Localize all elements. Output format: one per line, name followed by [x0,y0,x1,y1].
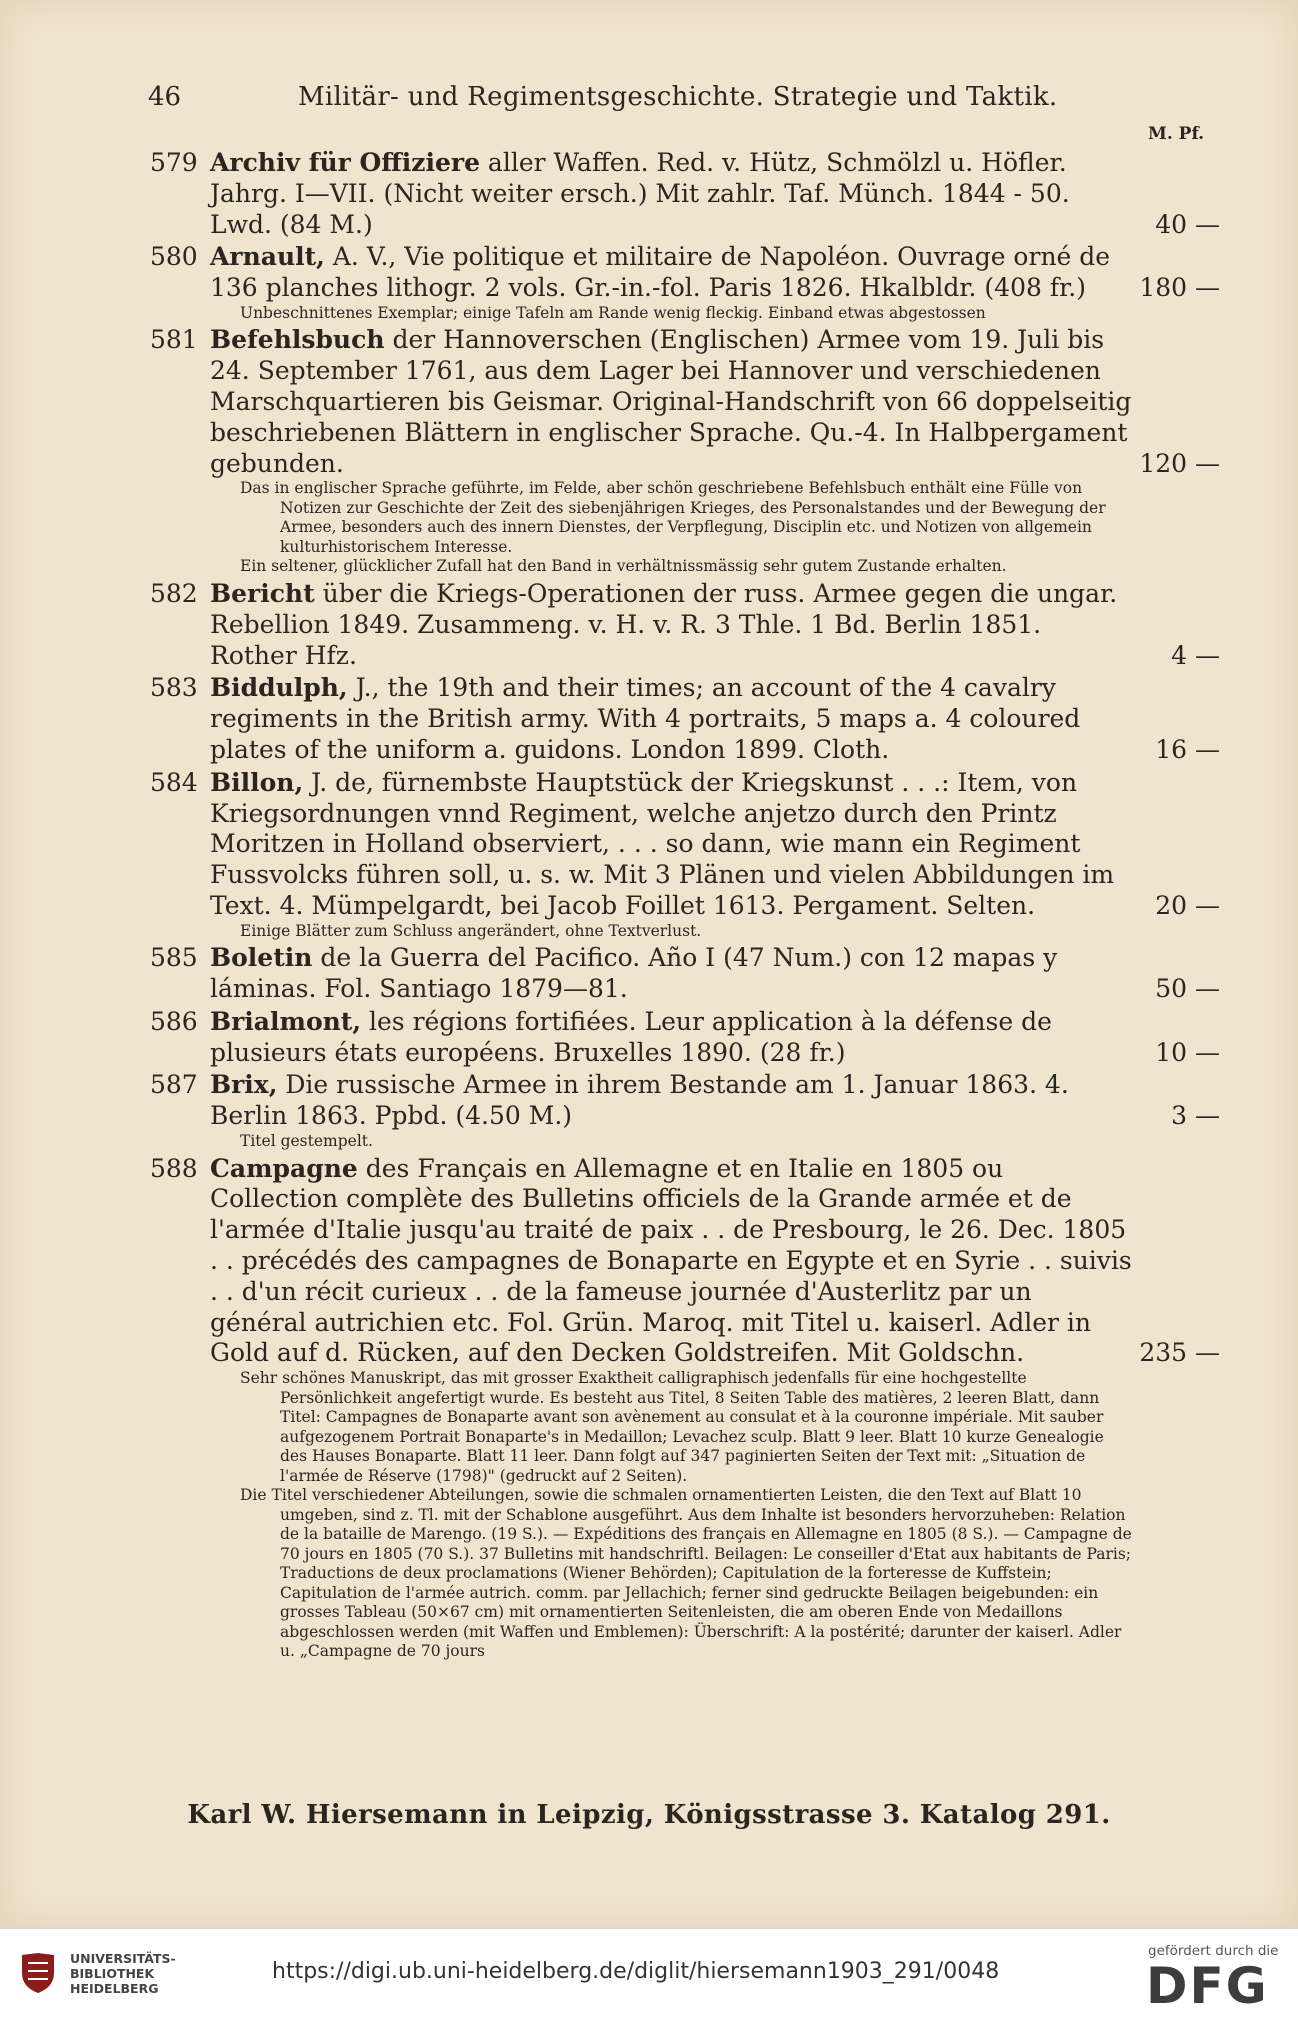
entry-price: 120 — [1139,448,1220,478]
entry-note: Titel gestempelt. [240,1132,373,1151]
entry-name: Brialmont, [210,1006,362,1036]
entry-text [210,148,1132,240]
entry-note: Die Titel verschiedener Abteilungen, sowie die schmalen ornamentierten Leisten, die den Text auf Blatt 10 umgeben, sind z. Tl. mit der Schablone ausgeführt. Aus dem Inhalte ist besonders hervorzuheben: Relation de la bataille de Marengo. (19 S.). — Expéditions des français en Allemagne en 1805 (8 S.). — Campagne de 70 jours en 1805 (70 S.). 37 Bulletins mit handschriftl. Beilagen: Le conseiller d'Etat aux habitants de Paris; Traductions de deux proclamations (Wiener Behörden); Capitulation de la forteresse de Kuffstein; Capitulation de l'armée autrich. comm. par Jellachich; ferner sind gedruckte Beilagen beigebunden: ein grosses Tableau (50×67 cm) mit ornamentierten Seitenleisten, die am oberen Ende von Medaillons abgeschlossen werden (mit Waffen und Emblemen): Überschrift: A la postérité; darunter der kaiserl. Adler u. „Campagne de 70 jours [240,1486,1132,1661]
entry-number: 581 [150,325,198,355]
entry-price: 4 — [1171,640,1220,670]
entry-name: Billon, [210,767,304,797]
catalog-entry [150,579,1230,671]
entry-description: A. V., Vie politique et militaire de Napoléon. Ouvrage orné de 136 planches lithogr. 2 vols. Gr.-in.-fol. Paris 1826. Hkalbldr. (408 fr.) [210,242,1111,303]
entry-text [210,943,1132,1005]
university-seal-icon [18,1951,58,1995]
entry-description: der Hannoverschen (Englischen) Armee vom 19. Juli bis 24. September 1761, aus dem Lager bei Hannover und verschiedenen Marschquartieren bis Geismar. Original-Handschrift von 66 doppelseitig beschriebenen Blättern in englischer Sprache. Qu.-4. In Halbpergament gebunden. [210,325,1132,478]
page-title: Militär- und Regimentsgeschichte. Strategie und Taktik. [298,82,1058,112]
catalog-entry [150,1070,1230,1151]
entry-price: 16 — [1155,734,1220,764]
publisher-footer: Karl W. Hiersemann in Leipzig, Königsstrasse 3. Katalog 291. [187,1800,1111,1830]
entry-description: Die russische Armee in ihrem Bestande am 1. Januar 1863. 4. Berlin 1863. Ppbd. (4.50 M.) [210,1070,1069,1131]
price-column-label: M. Pf. [1148,124,1205,144]
entry-description: aller Waffen. Red. v. Hütz, Schmölzl u. Höfler. Jahrg. I—VII. (Nicht weiter ersch.) Mit zahlr. Taf. Münch. 1844 - 50. Lwd. (84 M.) [210,148,1070,239]
entry-description: les régions fortifiées. Leur application à la défense de plusieurs états européens. Bruxelles 1890. (28 fr.) [210,1006,1052,1067]
entry-text [210,579,1132,671]
entry-note: Ein seltener, glücklicher Zufall hat den Band in verhältnissmässig sehr gutem Zustande erhalten. [240,557,1007,576]
entry-price: 235 — [1139,1338,1220,1368]
university-name: UNIVERSITÄTS- BIBLIOTHEK HEIDELBERG [70,1951,176,1996]
entry-name: Arnault, [210,242,325,272]
entry-number: 588 [150,1153,198,1183]
entry-text [210,673,1132,765]
page-number: 46 [148,82,182,112]
entry-description: J., the 19th and their times; an account of the 4 cavalry regiments in the British army. With 4 portraits, 5 maps a. 4 coloured plates of the uniform a. guidons. London 1899. Cloth. [210,673,1081,764]
entry-text [210,1007,1132,1069]
catalog-entry [150,1007,1230,1069]
entry-text [210,1154,1132,1370]
entry-description: des Français en Allemagne et en Italie en 1805 ou Collection complète des Bulletins officiels de la Grande armée et de l'armée d'Italie jusqu'au traité de paix . . de Presbourg, le 26. Dec. 1805 . . précédés des campagnes de Bonaparte en Egypte et en Syrie . . suivis . . d'un récit curieux . . de la fameuse journée d'Austerlitz par un général autrichien etc. Fol. Grün. Maroq. mit Titel u. kaiserl. Adler in Gold auf d. Rücken, auf den Decken Goldstreifen. Mit Goldschn. [210,1153,1132,1368]
entry-number: 586 [150,1006,198,1036]
entry-number: 583 [150,673,198,703]
entry-name: Bericht [210,578,315,608]
entry-price: 3 — [1171,1101,1220,1131]
funded-by-label: gefördert durch die [1148,1943,1279,1959]
dfg-logo[interactable]: DFG [1146,1957,1269,2015]
entry-name: Biddulph, [210,673,348,703]
entry-name: Brix, [210,1070,278,1100]
entry-text [210,768,1132,922]
catalog-entry [150,673,1230,765]
entry-note: Unbeschnittenes Exemplar; einige Tafeln am Rande wenig fleckig. Einband etwas abgestossen [240,303,986,322]
entry-text [210,325,1132,479]
entry-text [210,242,1132,304]
catalog-entry [150,325,1230,576]
entry-description: über die Kriegs-Operationen der russ. Armee gegen die ungar. Rebellion 1849. Zusammeng. v. H. v. R. 3 Thle. 1 Bd. Berlin 1851. Rother Hfz. [210,578,1118,670]
catalog-entry [150,1154,1230,1662]
entry-name: Campagne [210,1153,358,1183]
permalink-url[interactable]: https://digi.ub.uni-heidelberg.de/diglit/hiersemann1903_291/0048 [272,1959,1000,1984]
entry-price: 40 — [1155,209,1220,239]
entry-name: Befehlsbuch [210,325,385,355]
entry-number: 582 [150,578,198,608]
catalog-entries [150,148,1230,1664]
page-header [148,82,1208,116]
entry-note: Sehr schönes Manuskript, das mit grosser Exaktheit calligraphisch jedenfalls für eine hochgestellte Persönlichkeit angefertigt wurde. Es besteht aus Titel, 8 Seiten Table des matières, 2 leeren Blatt, dann Titel: Campagnes de Bonaparte avant son avènement au consulat et à la couronne impériale. Mit sauber aufgezogenem Portrait Bonaparte's in Medaillon; Levachez sculp. Blatt 9 leer. Blatt 10 kurze Genealogie des Hauses Bonaparte. Blatt 11 leer. Dann folgt auf 347 paginierten Seiten der Text mit: „Situation de l'armée de Réserve (1798)" (gedruckt auf 2 Seiten). [240,1369,1104,1485]
entry-name: Boletin [210,943,313,973]
entry-price: 50 — [1155,974,1220,1004]
viewer-footer-bar [0,1928,1298,2019]
entry-number: 587 [150,1070,198,1100]
catalog-entry [150,768,1230,941]
catalog-entry [150,148,1230,240]
entry-number: 579 [150,148,198,177]
entry-number: 585 [150,943,198,973]
entry-text [210,1070,1132,1132]
entry-number: 584 [150,767,198,797]
entry-price: 20 — [1155,890,1220,920]
entry-price: 10 — [1155,1037,1220,1067]
entry-name: Archiv für Offiziere [210,148,480,177]
catalog-entry [150,242,1230,323]
entry-description: J. de, fürnembste Hauptstück der Kriegskunst . . .: Item, von Kriegsordnungen vnnd Regiment, welche anjetzo durch den Printz Moritzen in Holland observiert, . . . so dann, wie mann ein Regiment Fussvolcks führen soll, u. s. w. Mit 3 Plänen und vielen Abbildungen im Text. 4. Mümpelgardt, bei Jacob Foillet 1613. Pergament. Selten. [210,767,1115,920]
entry-description: de la Guerra del Pacifico. Año I (47 Num.) con 12 mapas y láminas. Fol. Santiago 1879—81. [210,943,1058,1004]
entry-price: 180 — [1139,273,1220,303]
entry-number: 580 [150,242,198,272]
entry-note: Das in englischer Sprache geführte, im Felde, aber schön geschriebene Befehlsbuch enthält eine Fülle von Notizen zur Geschichte der Zeit des siebenjährigen Krieges, des Personalstandes und der Bewegung der Armee, besonders auch des innern Dienstes, der Verpflegung, Disciplin etc. und Notizen von allgemein kulturhistorischem Interesse. [240,479,1106,556]
entry-note: Einige Blätter zum Schluss angerändert, ohne Textverlust. [240,921,702,940]
catalog-entry [150,943,1230,1005]
